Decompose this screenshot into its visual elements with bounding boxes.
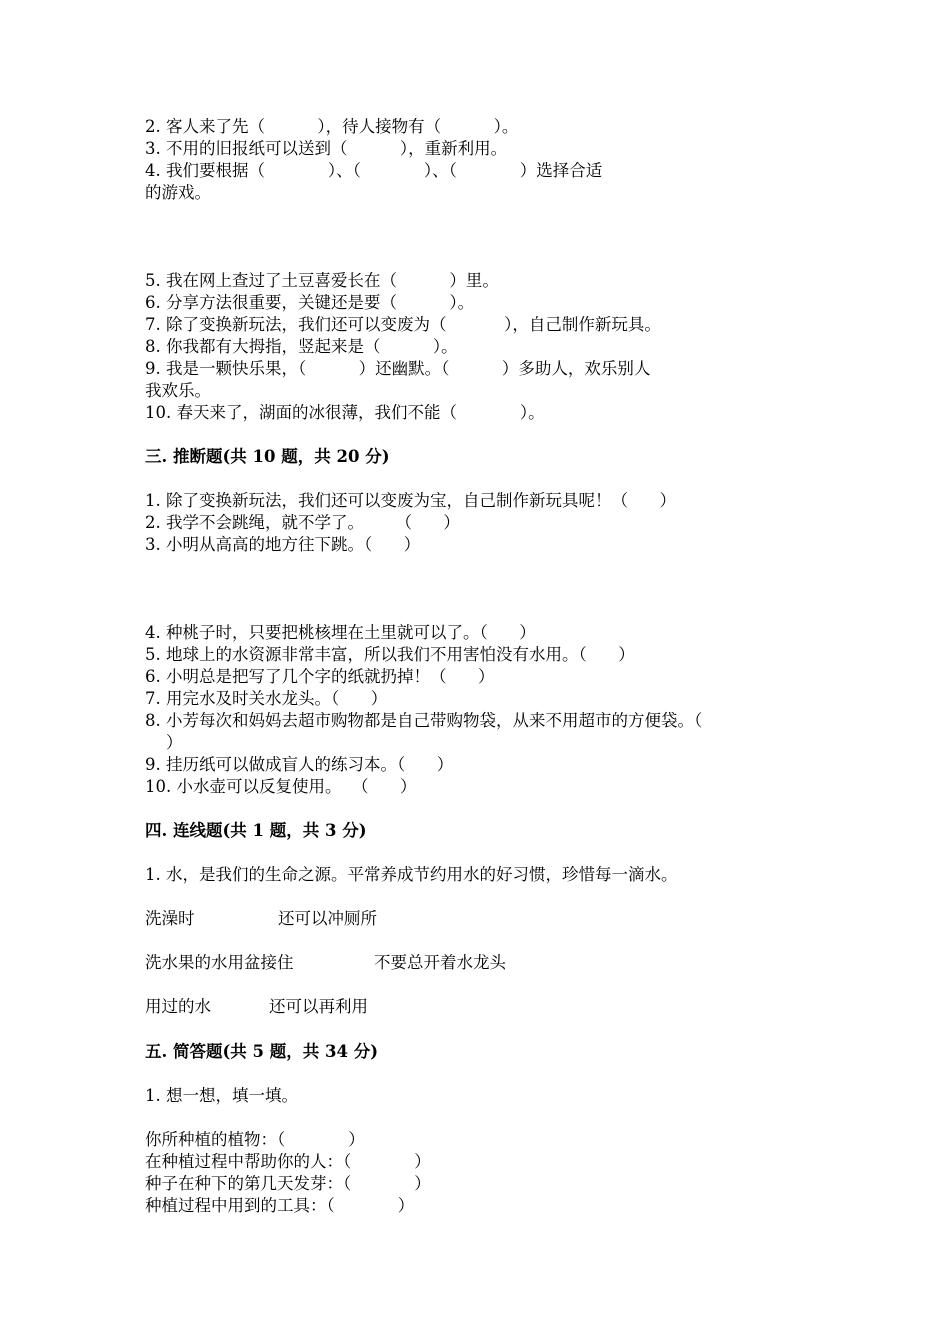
- fill-blank-item-5: 5. 我在网上查过了土豆喜爱长在（ ）里。: [145, 271, 499, 290]
- judgement-item-4: 4. 种桃子时，只要把桃核埋在土里就可以了。（ ）: [145, 623, 536, 642]
- fill-blank-item-4: 4. 我们要根据（ ）、（ ）、（ ）选择合适: [145, 161, 603, 180]
- matching-right-1: 还可以冲厕所: [278, 909, 377, 928]
- judgement-item-7: 7. 用完水及时关水龙头。（ ）: [145, 689, 388, 708]
- matching-question: 1. 水，是我们的生命之源。平常养成节约用水的好习惯，珍惜每一滴水。: [145, 865, 678, 884]
- judgement-item-6: 6. 小明总是把写了几个字的纸就扔掉！（ ）: [145, 667, 495, 686]
- fill-blank-item-7: 7. 除了变换新玩法，我们还可以变废为（ ），自己制作新玩具。: [145, 315, 661, 334]
- fill-blank-item-9: 9. 我是一颗快乐果，（ ）还幽默。（ ）多助人，欢乐别人: [145, 359, 651, 378]
- judgement-item-8-cont: ）: [145, 733, 183, 752]
- fill-blank-item-3: 3. 不用的旧报纸可以送到（ ），重新利用。: [145, 139, 508, 158]
- matching-right-3: 还可以再利用: [269, 997, 368, 1016]
- judgement-item-9: 9. 挂历纸可以做成盲人的练习本。（ ）: [145, 755, 454, 774]
- short-answer-field-plant: 你所种植的植物：（ ）: [145, 1130, 365, 1149]
- fill-blank-item-2: 2. 客人来了先（ ），待人接物有（ ）。: [145, 117, 519, 136]
- short-answer-field-tools: 种植过程中用到的工具：（ ）: [145, 1196, 415, 1215]
- section-heading-matching: 四. 连线题(共 1 题，共 3 分): [145, 821, 367, 840]
- judgement-item-2: 2. 我学不会跳绳，就不学了。 （ ）: [145, 513, 460, 532]
- fill-blank-item-4-cont: 的游戏。: [145, 183, 211, 202]
- short-answer-question: 1. 想一想，填一填。: [145, 1086, 298, 1105]
- matching-left-2: 洗水果的水用盆接住: [145, 953, 294, 972]
- matching-left-3: 用过的水: [145, 997, 211, 1016]
- judgement-item-1: 1. 除了变换新玩法，我们还可以变废为宝，自己制作新玩具呢！（ ）: [145, 491, 676, 510]
- fill-blank-item-9-cont: 我欢乐。: [145, 381, 211, 400]
- judgement-item-8: 8. 小芳每次和妈妈去超市购物都是自己带购物袋，从来不用超市的方便袋。（: [145, 711, 703, 730]
- fill-blank-item-10: 10. 春天来了，湖面的冰很薄，我们不能（ ）。: [145, 403, 545, 422]
- fill-blank-item-6: 6. 分享方法很重要，关键还是要（ ）。: [145, 293, 475, 312]
- matching-right-2: 不要总开着水龙头: [374, 953, 506, 972]
- section-heading-short-answer: 五. 简答题(共 5 题，共 34 分): [145, 1042, 379, 1061]
- fill-blank-item-8: 8. 你我都有大拇指，竖起来是（ ）。: [145, 337, 458, 356]
- section-heading-judgement: 三. 推断题(共 10 题，共 20 分): [145, 447, 390, 466]
- judgement-item-10: 10. 小水壶可以反复使用。 （ ）: [145, 777, 417, 796]
- judgement-item-5: 5. 地球上的水资源非常丰富，所以我们不用害怕没有水用。（ ）: [145, 645, 635, 664]
- judgement-item-3: 3. 小明从高高的地方往下跳。（ ）: [145, 535, 421, 554]
- short-answer-field-sprout-day: 种子在种下的第几天发芽：（ ）: [145, 1174, 431, 1193]
- matching-left-1: 洗澡时: [145, 909, 195, 928]
- short-answer-field-helper: 在种植过程中帮助你的人：（ ）: [145, 1152, 431, 1171]
